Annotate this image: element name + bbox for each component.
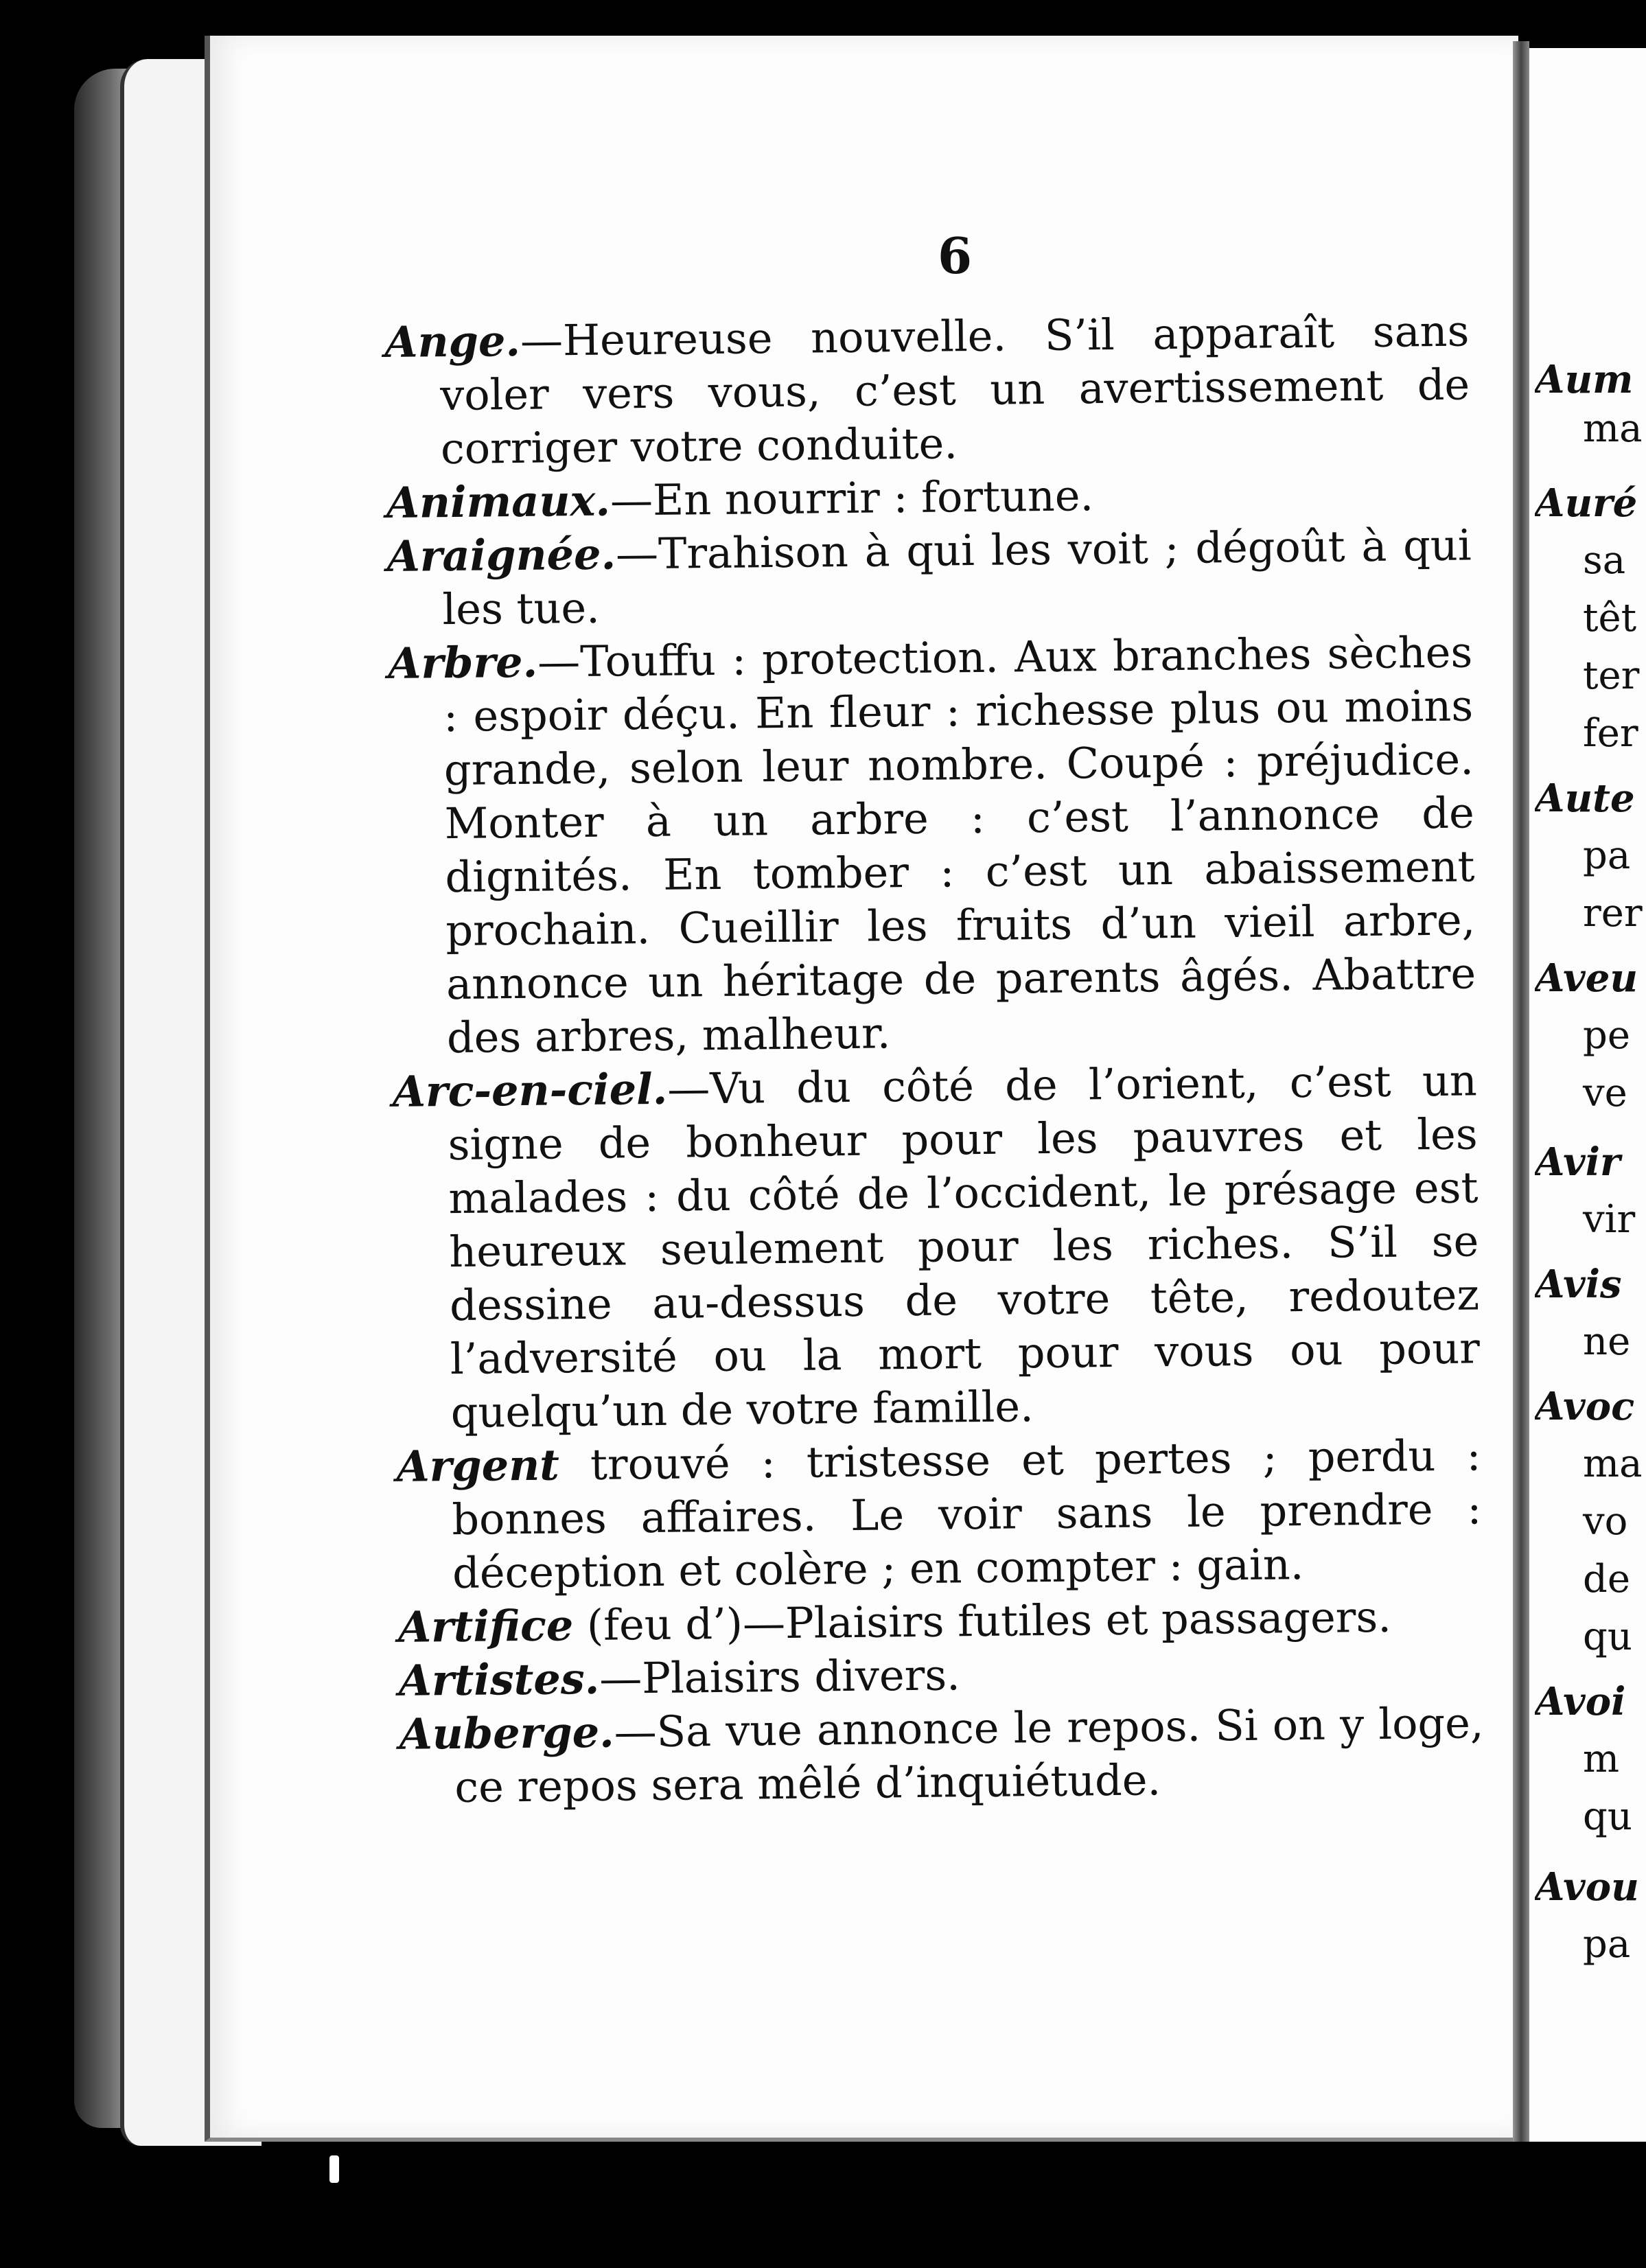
right-page-headword-fragment: Aute (1535, 776, 1635, 821)
right-page-headword-fragment: Avir (1535, 1139, 1621, 1185)
right-page-text-fragment: de (1583, 1557, 1630, 1601)
right-page-text-fragment: m (1583, 1737, 1620, 1781)
entry-text: —Touffu : protection. Aux branches sèches : espoir déçu. En fleur : richesse plus ou moins grande, selon leur nombre. Coupé : préjudice. Monter à un arbre : c’est l’annonce de dignités. En tomber : c’est un abaissement prochain. Cueillir les fruits d’un vieil arbre, annonce un héritage de parents âgés. Abattre des arbres, malheur. (443, 627, 1476, 1063)
right-page-text-fragment: ter (1583, 653, 1640, 698)
right-page-text-fragment: vo (1583, 1499, 1628, 1544)
entry-headword: Animaux. (386, 475, 611, 528)
right-page-text-fragment: ma (1583, 406, 1643, 451)
entry-text: —Plaisirs divers. (599, 1650, 961, 1704)
book-gutter (1513, 41, 1529, 2142)
entry-arbre (388, 625, 1476, 1065)
scan-mark (329, 2155, 339, 2183)
entry-araignee (386, 518, 1472, 637)
right-page-text-fragment: vir (1583, 1197, 1636, 1242)
right-page-text-fragment: qu (1583, 1794, 1632, 1839)
right-page-headword-fragment: Avou (1535, 1864, 1639, 1910)
right-page-text-fragment: pa (1583, 833, 1631, 878)
right-page-text-fragment: sa (1583, 538, 1626, 583)
right-page-headword-fragment: Aveu (1535, 956, 1638, 1001)
entry-ange (384, 304, 1470, 476)
dictionary-entries (384, 304, 1485, 1814)
entry-headword: Auberge. (399, 1706, 615, 1759)
page-number: 6 (938, 227, 973, 285)
right-page-headword-fragment: Avis (1535, 1262, 1622, 1307)
entry-argent (396, 1428, 1482, 1601)
entry-headword: Argent (396, 1439, 560, 1492)
entry-headword: Araignée. (386, 529, 616, 581)
entry-arc-en-ciel (392, 1054, 1481, 1440)
right-page-headword-fragment: Avoc (1535, 1384, 1635, 1429)
entry-headword: Ange. (384, 315, 521, 367)
right-page-text-fragment: pa (1583, 1922, 1631, 1967)
right-page-text-fragment: fer (1583, 711, 1638, 756)
entry-text: trouvé : tristesse et pertes ; perdu : bonnes affaires. Le voir sans le prendre : déception et colère ; en compter : gain. (451, 1430, 1482, 1599)
right-page-fragments (1535, 357, 1646, 2004)
right-page-headword-fragment: Avoi (1535, 1679, 1626, 1724)
right-page-text-fragment: ma (1583, 1442, 1643, 1486)
entry-headword: Arc-en-ciel. (392, 1063, 668, 1117)
entry-auberge (399, 1696, 1485, 1815)
right-page-text-fragment: rer (1583, 891, 1643, 936)
entry-text: —En nourrir : fortune. (610, 470, 1094, 526)
right-page-text-fragment: pe (1583, 1013, 1630, 1058)
entry-text: (feu d’)—Plaisirs futiles et passagers. (572, 1591, 1392, 1651)
entry-artifice (398, 1589, 1483, 1654)
entry-text: —Vu du côté de l’orient, c’est un signe de bonheur pour les pauvres et les malades : du côté de l’occident, le présage est heureux seulement pour les riches. S’il se dessine au-dessus de votre tête, redoutez l’adversité ou la mort pour vous ou pour quelqu’un de votre famille. (448, 1055, 1481, 1438)
right-page-text-fragment: têt (1583, 596, 1637, 640)
entry-headword: Artistes. (398, 1653, 600, 1706)
entry-text: —Heureuse nouvelle. S’il apparaît sans voler vers vous, c’est un avertissement de corriger votre conduite. (439, 305, 1470, 474)
entry-headword: Arbre. (387, 636, 538, 688)
right-page-headword-fragment: Aum (1535, 357, 1634, 402)
entry-text: —Sa vue annonce le repos. Si on y loge, ce repos sera mêlé d’inquiétude. (454, 1698, 1484, 1813)
entry-headword: Artifice (397, 1600, 574, 1652)
right-page-text-fragment: ve (1583, 1071, 1627, 1115)
right-page-text-fragment: qu (1583, 1615, 1632, 1659)
right-page-headword-fragment: Auré (1535, 481, 1638, 526)
right-page-text-fragment: ne (1583, 1319, 1631, 1364)
entry-text: —Trahison à qui les voit ; dégoût à qui les tue. (442, 520, 1472, 635)
